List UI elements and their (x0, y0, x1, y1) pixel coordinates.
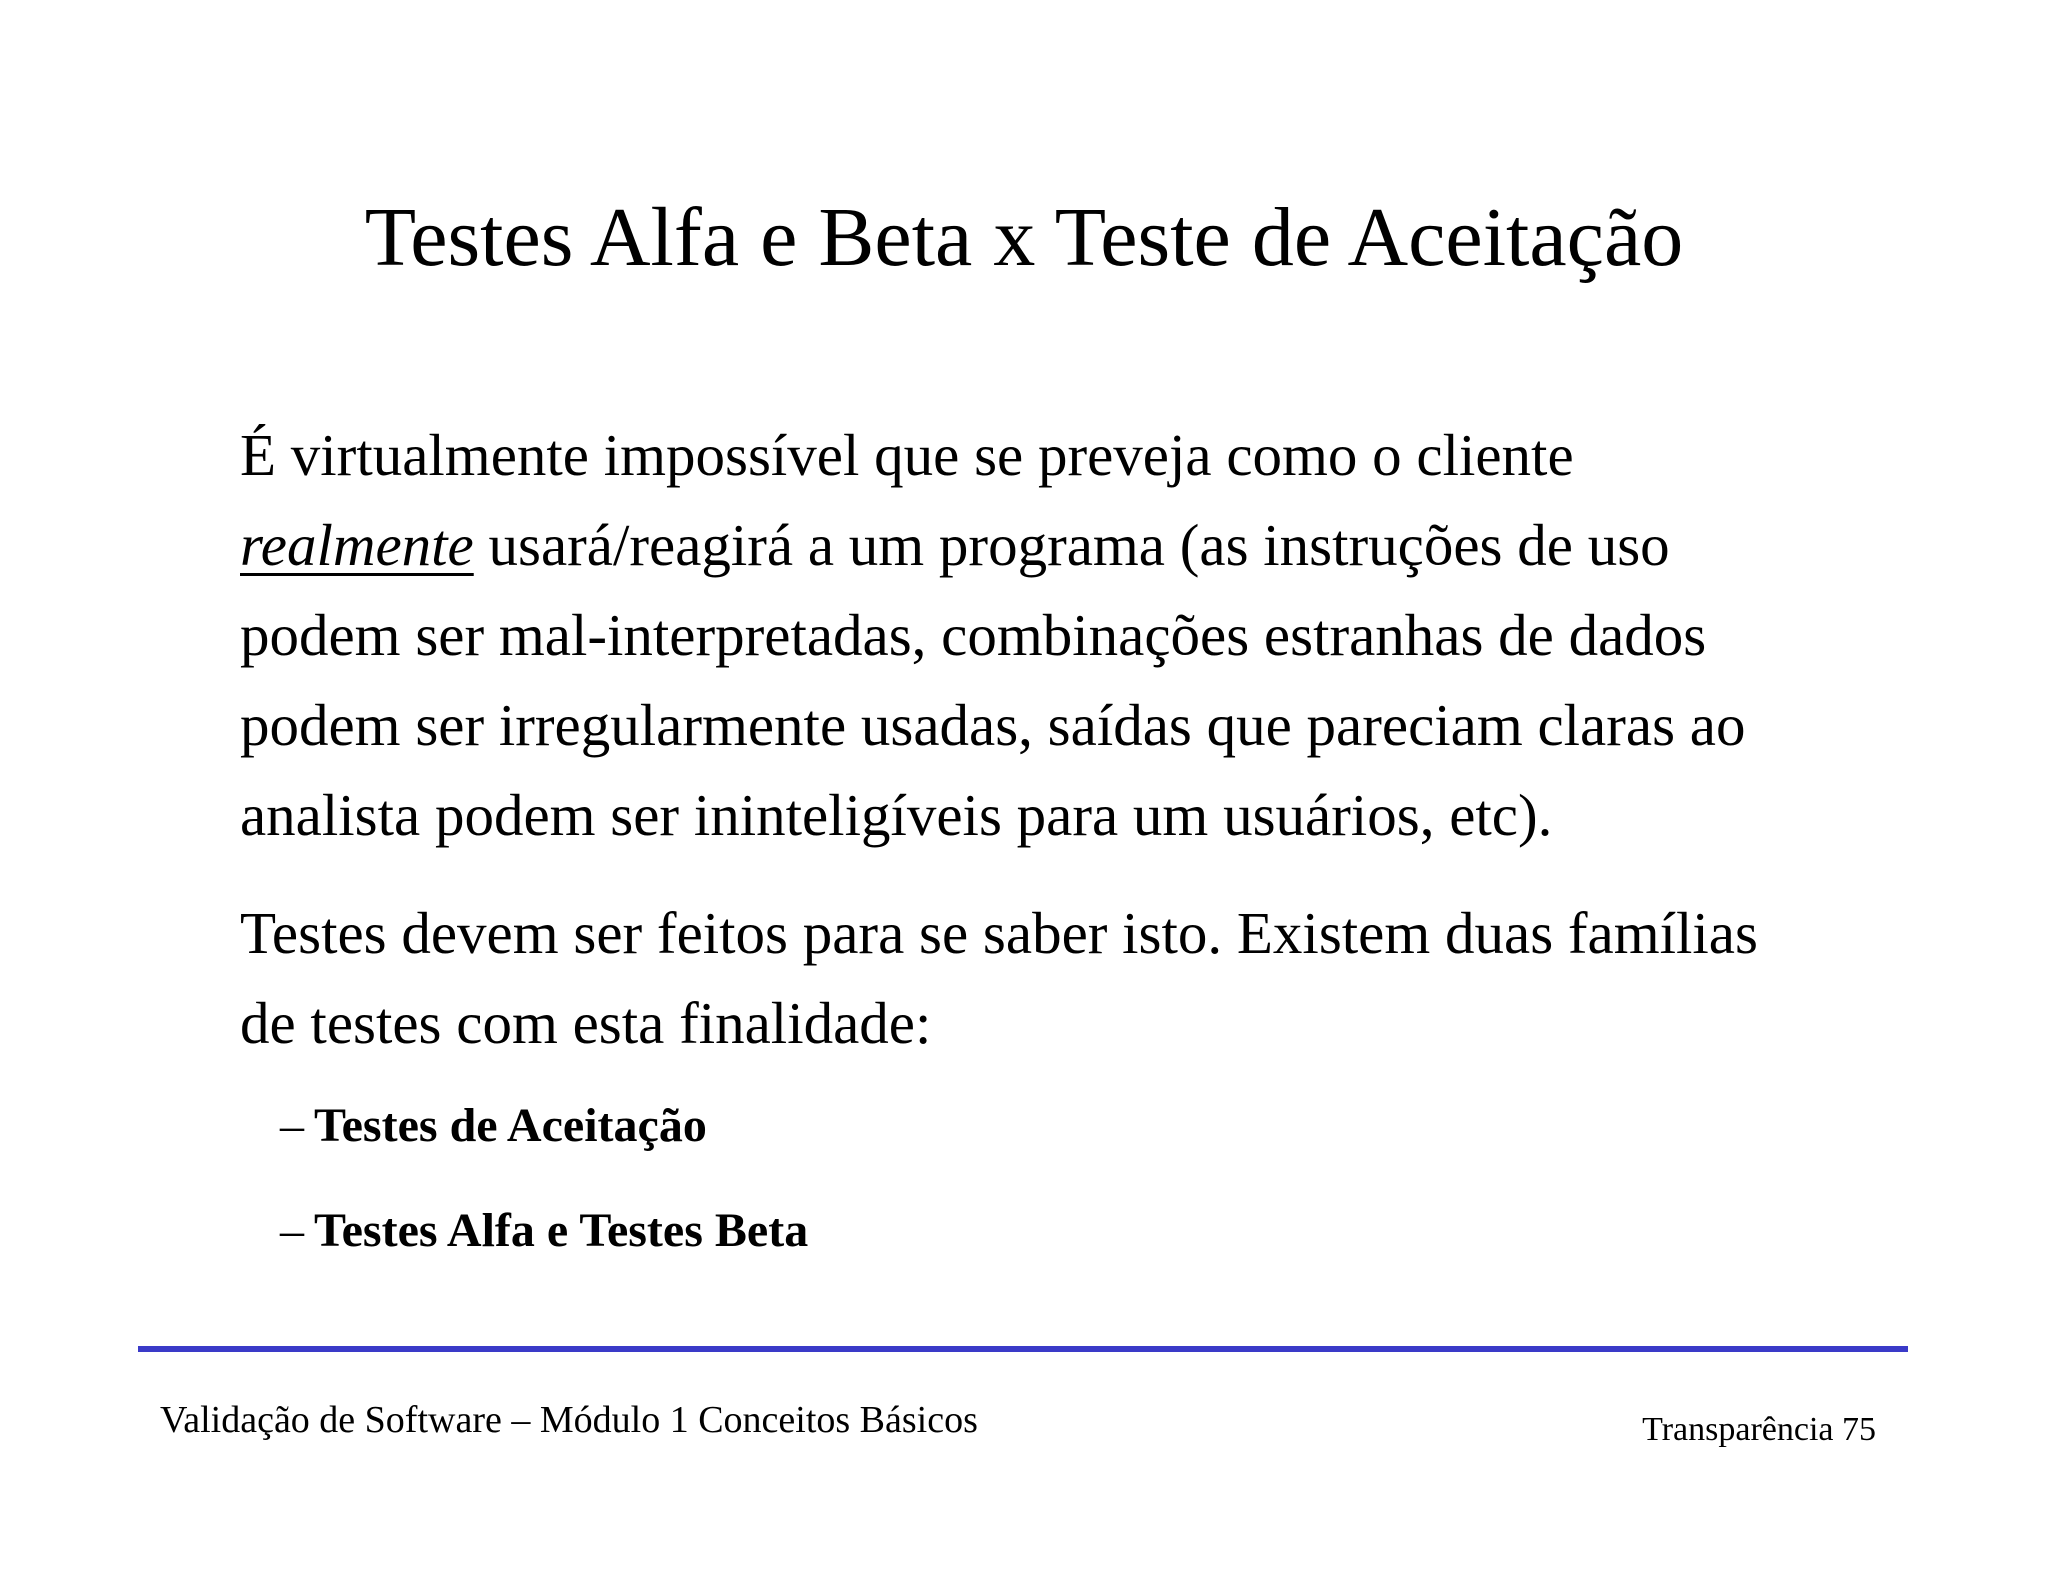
paragraph-tests (240, 888, 1900, 1068)
paragraph-line: de testes com esta finalidade: (240, 990, 932, 1056)
bullet-item (280, 1201, 808, 1261)
paragraph-line: analista podem ser ininteligíveis para um usuários, etc). (240, 782, 1553, 848)
slide-title: Testes Alfa e Beta x Teste de Aceitação (364, 191, 1684, 284)
paragraph-line: É virtualmente impossível que se preveja como o cliente (240, 422, 1574, 488)
footer-divider (138, 1346, 1908, 1352)
paragraph-line (240, 500, 1900, 590)
bullet-dash: – (280, 1099, 304, 1152)
bullet-item (280, 1096, 808, 1156)
footer-slide-number: Transparência 75 (1642, 1411, 1876, 1448)
bullet-dash: – (280, 1204, 304, 1257)
paragraph-line-rest: usará/reagirá a um programa (as instruções de uso (473, 512, 1670, 578)
bullet-text: Testes Alfa e Testes Beta (314, 1204, 809, 1257)
emphasized-word: realmente (240, 512, 474, 578)
paragraph-line: Testes devem ser feitos para se saber isto. Existem duas famílias (240, 900, 1758, 966)
footer-course-title: Validação de Software – Módulo 1 Conceitos Básicos (160, 1399, 978, 1441)
paragraph-intro (240, 410, 1900, 860)
paragraph-line: podem ser mal-interpretadas, combinações estranhas de dados (240, 602, 1707, 668)
bullet-list (280, 1096, 808, 1261)
bullet-text: Testes de Aceitação (314, 1099, 707, 1152)
paragraph-line: podem ser irregularmente usadas, saídas que pareciam claras ao (240, 692, 1746, 758)
